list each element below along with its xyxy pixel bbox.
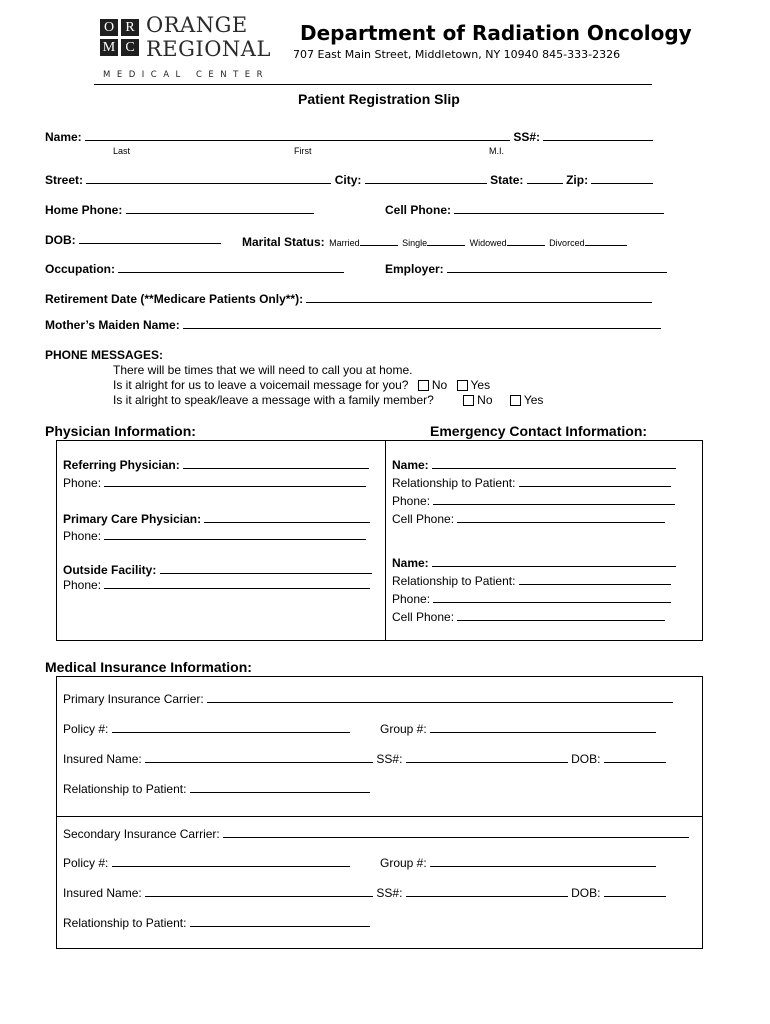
dob-label: DOB: — [45, 233, 76, 247]
phone-label: Phone: — [63, 476, 102, 490]
primary-policy-row — [63, 722, 350, 736]
zip-label: Zip: — [566, 173, 589, 187]
primary-group-row — [380, 722, 656, 736]
employer-row — [385, 262, 667, 276]
ec-relationship-label: Relationship to Patient: — [392, 476, 516, 490]
group-label: Group #: — [380, 722, 427, 736]
primary-insured-row — [63, 752, 666, 766]
ec1-phone-field[interactable] — [433, 494, 675, 505]
secondary-carrier-field[interactable] — [223, 827, 689, 838]
phone-label: Phone: — [63, 578, 102, 592]
policy-label: Policy #: — [63, 856, 109, 870]
insurance-box — [56, 676, 703, 949]
home-phone-label: Home Phone: — [45, 203, 123, 217]
secondary-policy-row — [63, 856, 350, 870]
logo-word-orange: ORANGE — [146, 13, 248, 37]
widowed-field[interactable] — [507, 235, 545, 246]
group-label: Group #: — [380, 856, 427, 870]
relationship-label: Relationship to Patient: — [63, 782, 187, 796]
ec1-name-row — [392, 458, 676, 472]
primary-carrier-row — [63, 692, 673, 706]
logo-letter: O — [100, 19, 118, 36]
logo-word-regional: REGIONAL — [146, 37, 271, 61]
primary-policy-field[interactable] — [112, 722, 350, 733]
maiden-name-row — [45, 318, 661, 332]
ec-phone-label: Phone: — [392, 494, 431, 508]
street-label: Street: — [45, 173, 84, 187]
yes-label: Yes — [470, 378, 491, 392]
ec2-name-row — [392, 556, 676, 570]
cell-phone-row — [385, 203, 664, 217]
retirement-label: Retirement Date (**Medicare Patients Only**): — [45, 292, 304, 306]
secondary-carrier-row — [63, 827, 689, 841]
referring-field[interactable] — [183, 458, 369, 469]
ss-field[interactable] — [543, 130, 653, 141]
primary-ss-field[interactable] — [406, 752, 568, 763]
ec2-name-field[interactable] — [432, 556, 676, 567]
secondary-group-field[interactable] — [430, 856, 656, 867]
ec-name-label: Name: — [392, 458, 429, 472]
form-title: Patient Registration Slip — [298, 91, 460, 107]
physician-heading: Physician Information: — [45, 423, 196, 439]
secondary-policy-field[interactable] — [112, 856, 350, 867]
home-phone-row — [45, 203, 314, 217]
box-divider — [385, 440, 386, 641]
insurance-divider — [56, 816, 703, 817]
state-field[interactable] — [527, 173, 563, 184]
voicemail-no-checkbox[interactable] — [418, 380, 429, 391]
department-title: Department of Radiation Oncology — [300, 21, 692, 45]
primary-dob-field[interactable] — [604, 752, 666, 763]
no-label: No — [431, 378, 448, 392]
name-row — [45, 130, 653, 144]
outside-facility-row — [63, 563, 372, 577]
family-question: Is it alright to speak/leave a message with a family member? — [113, 393, 434, 407]
referring-phone-field[interactable] — [104, 476, 366, 487]
address-row — [45, 173, 653, 187]
employer-label: Employer: — [385, 262, 444, 276]
home-phone-field[interactable] — [126, 203, 314, 214]
primary-carrier-label: Primary Insurance Carrier: — [63, 692, 204, 706]
ec1-phone-row — [392, 494, 675, 508]
referring-label: Referring Physician: — [63, 458, 180, 472]
primary-care-phone-field[interactable] — [104, 529, 366, 540]
insured-label: Insured Name: — [63, 752, 142, 766]
ec-phone-label: Phone: — [392, 592, 431, 606]
ec1-name-field[interactable] — [432, 458, 676, 469]
logo-letter: R — [121, 19, 139, 36]
ec-name-label: Name: — [392, 556, 429, 570]
ec2-cell-row — [392, 610, 665, 624]
divorced-label: Divorced — [549, 238, 585, 248]
ec1-cell-field[interactable] — [457, 512, 665, 523]
primary-care-field[interactable] — [204, 512, 370, 523]
primary-care-label: Primary Care Physician: — [63, 512, 202, 526]
relationship-label: Relationship to Patient: — [63, 916, 187, 930]
maiden-name-field[interactable] — [183, 318, 661, 329]
ec-relationship-label: Relationship to Patient: — [392, 574, 516, 588]
street-field[interactable] — [86, 173, 331, 184]
logo-subtitle: MEDICAL CENTER — [103, 70, 270, 80]
zip-field[interactable] — [591, 173, 653, 184]
retirement-row — [45, 292, 652, 306]
secondary-dob-field[interactable] — [604, 886, 666, 897]
phone-label: Phone: — [63, 529, 102, 543]
employer-field[interactable] — [447, 262, 667, 273]
ss-label: SS#: — [513, 130, 541, 144]
ec2-phone-row — [392, 592, 671, 606]
ec2-relationship-field[interactable] — [519, 574, 671, 585]
marital-status-label: Marital Status: — [242, 235, 325, 249]
dob-label: DOB: — [571, 886, 601, 900]
primary-care-phone-row — [63, 529, 366, 543]
ec2-cell-field[interactable] — [457, 610, 665, 621]
ec1-relationship-row — [392, 476, 671, 490]
referring-phone-row — [63, 476, 366, 490]
ec2-relationship-row — [392, 574, 671, 588]
primary-insured-field[interactable] — [145, 752, 373, 763]
department-address: 707 East Main Street, Middletown, NY 10940 845-333-2326 — [293, 48, 621, 61]
married-label: Married — [329, 238, 360, 248]
outside-facility-field[interactable] — [160, 563, 372, 574]
outside-facility-phone-field[interactable] — [104, 578, 370, 589]
dob-row — [45, 233, 221, 247]
dob-label: DOB: — [571, 752, 601, 766]
dob-field[interactable] — [79, 233, 221, 244]
occupation-row — [45, 262, 344, 276]
cell-phone-label: Cell Phone: — [385, 203, 452, 217]
insurance-heading: Medical Insurance Information: — [45, 659, 252, 675]
primary-care-row — [63, 512, 370, 526]
phone-messages-heading: PHONE MESSAGES: — [45, 348, 164, 362]
voicemail-yes-checkbox[interactable] — [457, 380, 468, 391]
family-yes-checkbox[interactable] — [510, 395, 521, 406]
ss-label: SS#: — [376, 886, 403, 900]
family-row — [113, 393, 543, 407]
state-label: State: — [490, 173, 524, 187]
last-hint: Last — [113, 146, 131, 156]
primary-relationship-field[interactable] — [190, 782, 370, 793]
insured-label: Insured Name: — [63, 886, 142, 900]
widowed-label: Widowed — [469, 238, 507, 248]
ec-cell-label: Cell Phone: — [392, 512, 455, 526]
ec1-cell-row — [392, 512, 665, 526]
secondary-insured-field[interactable] — [145, 886, 373, 897]
logo-letter: M — [100, 39, 118, 56]
logo-letter: C — [121, 39, 139, 56]
retirement-field[interactable] — [306, 292, 652, 303]
outside-facility-phone-row — [63, 578, 370, 592]
phone-messages-line1: There will be times that we will need to call you at home. — [113, 363, 413, 377]
marital-status-row — [242, 233, 627, 251]
first-hint: First — [294, 146, 312, 156]
secondary-ss-field[interactable] — [406, 886, 568, 897]
primary-carrier-field[interactable] — [207, 692, 673, 703]
secondary-insured-row — [63, 886, 666, 900]
mi-hint: M.I. — [489, 146, 504, 156]
ss-label: SS#: — [376, 752, 403, 766]
secondary-relationship-field[interactable] — [190, 916, 370, 927]
ec2-phone-field[interactable] — [433, 592, 671, 603]
referring-row — [63, 458, 369, 472]
secondary-group-row — [380, 856, 656, 870]
married-field[interactable] — [360, 235, 398, 246]
cell-phone-field[interactable] — [454, 203, 664, 214]
single-field[interactable] — [427, 235, 465, 246]
primary-group-field[interactable] — [430, 722, 656, 733]
secondary-relationship-row — [63, 916, 370, 930]
city-field[interactable] — [365, 173, 487, 184]
primary-relationship-row — [63, 782, 370, 796]
name-label: Name: — [45, 130, 82, 144]
policy-label: Policy #: — [63, 722, 109, 736]
yes-label: Yes — [523, 393, 544, 407]
occupation-label: Occupation: — [45, 262, 116, 276]
voicemail-row — [113, 378, 490, 392]
voicemail-question: Is it alright for us to leave a voicemail message for you? — [113, 378, 409, 392]
single-label: Single — [402, 238, 428, 248]
occupation-field[interactable] — [118, 262, 344, 273]
family-no-checkbox[interactable] — [463, 395, 474, 406]
ec1-relationship-field[interactable] — [519, 476, 671, 487]
name-field[interactable] — [85, 130, 510, 141]
header-divider — [94, 84, 652, 85]
ec-cell-label: Cell Phone: — [392, 610, 455, 624]
no-label: No — [477, 393, 493, 407]
divorced-field[interactable] — [585, 235, 627, 246]
emergency-heading: Emergency Contact Information: — [430, 423, 648, 439]
outside-facility-label: Outside Facility: — [63, 563, 157, 577]
secondary-carrier-label: Secondary Insurance Carrier: — [63, 827, 220, 841]
city-label: City: — [334, 173, 362, 187]
maiden-name-label: Mother’s Maiden Name: — [45, 318, 180, 332]
